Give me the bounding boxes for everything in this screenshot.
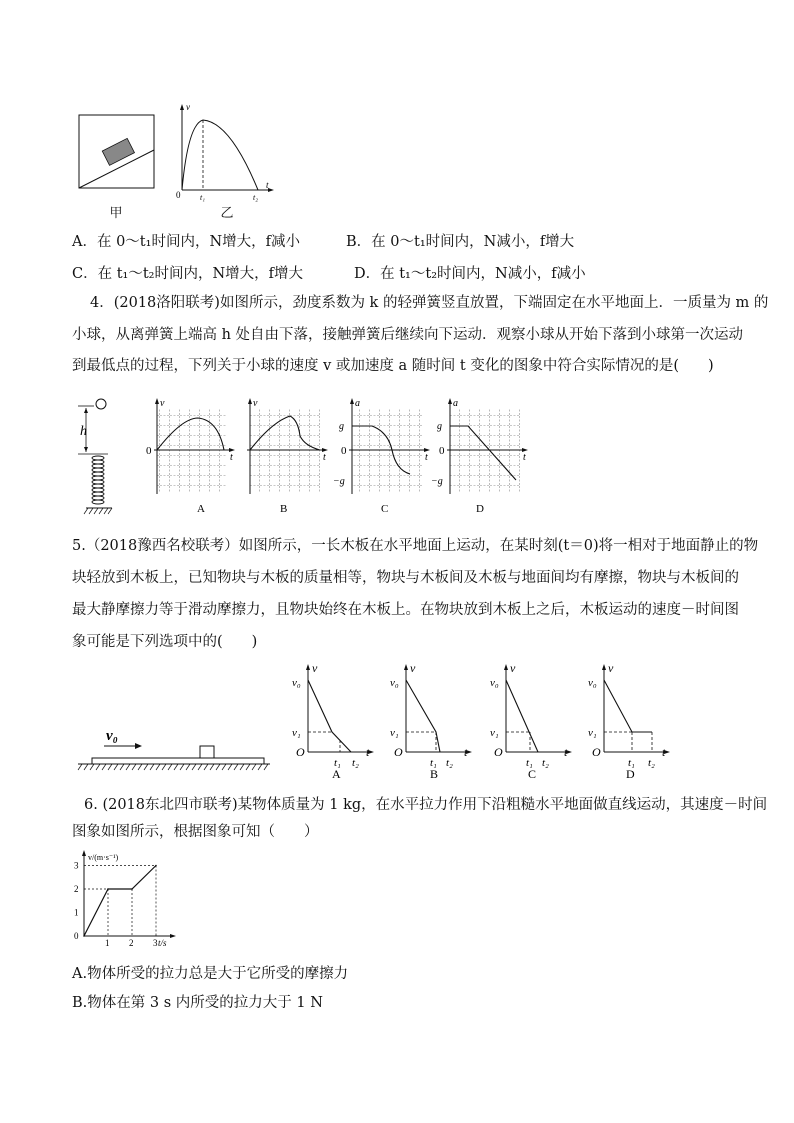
q5-graph-a bbox=[292, 661, 374, 780]
small-block bbox=[200, 746, 214, 758]
svg-text:t₂: t₂ bbox=[542, 757, 549, 769]
svg-text:−g: −g bbox=[333, 476, 345, 487]
q4-label-d: D bbox=[476, 503, 484, 515]
q4-graph-c bbox=[333, 398, 430, 515]
svg-text:g: g bbox=[339, 421, 344, 432]
q4-graph-a bbox=[146, 398, 235, 515]
q4-graphs bbox=[140, 396, 540, 520]
svg-text:t₁: t₁ bbox=[430, 757, 437, 769]
svg-text:O: O bbox=[394, 745, 403, 759]
svg-text:t: t bbox=[230, 452, 233, 463]
q6-data-point bbox=[107, 888, 109, 890]
q5-graph-c bbox=[490, 661, 572, 780]
svg-text:t₂: t₂ bbox=[446, 757, 453, 769]
q6-y-tick: 0 bbox=[74, 931, 79, 941]
q4-graph-d bbox=[431, 398, 528, 515]
svg-text:t: t bbox=[323, 452, 326, 463]
svg-text:t: t bbox=[564, 745, 568, 759]
q6-chart bbox=[70, 848, 190, 948]
q6-data-point bbox=[83, 935, 85, 937]
svg-text:O: O bbox=[494, 745, 503, 759]
svg-text:v: v bbox=[608, 661, 614, 675]
fig-origin: 0 bbox=[176, 190, 181, 200]
svg-text:t₂: t₂ bbox=[648, 757, 655, 769]
q4-line-3: 到最低点的过程，下列关于小球的速度 v 或加速度 a 随时间 t 变化的图象中符合实际情况的是( ) bbox=[72, 358, 714, 374]
svg-text:t: t bbox=[662, 745, 666, 759]
spring-figure bbox=[74, 396, 120, 520]
q6-option-a: A.物体所受的拉力总是大于它所受的摩擦力 bbox=[72, 966, 349, 982]
svg-text:0: 0 bbox=[341, 445, 347, 457]
q4-line-2: 小球，从离弹簧上端高 h 处自由下落，接触弹簧后继续向下运动．观察小球从开始下落到小球第一次运动 bbox=[72, 327, 744, 343]
q5-label-a: A bbox=[332, 767, 341, 780]
q3-option-c: C．在 t₁～t₂时间内，N增大，f增大 bbox=[72, 266, 304, 282]
q4-label-b: B bbox=[280, 503, 288, 515]
long-plank bbox=[92, 758, 264, 764]
svg-text:t₂: t₂ bbox=[352, 757, 359, 769]
velocity-curve bbox=[182, 120, 258, 190]
svg-text:v: v bbox=[510, 661, 516, 675]
q4-line-1: 4．(2018洛阳联考)如图所示，劲度系数为 k 的轻弹簧竖直放置，下端固定在水平地面上．一质量为 m 的 bbox=[90, 295, 769, 311]
svg-text:t₁: t₁ bbox=[628, 757, 635, 769]
q6-line-2: 图象如图所示，根据图象可知（ ） bbox=[72, 824, 319, 840]
svg-text:v₁: v₁ bbox=[292, 727, 301, 739]
q3-option-b: B．在 0～t₁时间内，N减小，f增大 bbox=[346, 234, 575, 250]
svg-text:t₁: t₁ bbox=[526, 757, 533, 769]
svg-text:t: t bbox=[523, 452, 526, 463]
h-label: h bbox=[80, 424, 87, 439]
q6-x-tick: 2 bbox=[129, 938, 134, 948]
q5-line-1: 5.（2018豫西名校联考）如图所示，一长木板在水平地面上运动，在某时刻(t＝0)将一相对于地面静止的物 bbox=[72, 538, 759, 554]
svg-text:v₀: v₀ bbox=[292, 677, 301, 689]
plank-ground-hatch bbox=[78, 764, 268, 770]
q3-option-d: D．在 t₁～t₂时间内，N减小，f减小 bbox=[354, 266, 586, 282]
svg-text:t: t bbox=[464, 745, 468, 759]
q5-line-b bbox=[406, 680, 440, 752]
q6-xlabel: t/s bbox=[158, 938, 167, 948]
fig-t1: t₁ bbox=[200, 193, 206, 202]
q5-line-a bbox=[308, 680, 351, 752]
q5-label-b: B bbox=[430, 767, 439, 780]
q4-graph-b bbox=[247, 398, 328, 515]
q6-option-b: B.物体在第 3 s 内所受的拉力大于 1 N bbox=[72, 995, 323, 1011]
q5-label-d: D bbox=[626, 767, 635, 780]
q6-data-point bbox=[155, 865, 157, 867]
svg-text:v: v bbox=[160, 398, 165, 409]
svg-text:a: a bbox=[453, 398, 458, 409]
q5-line-d bbox=[604, 680, 652, 732]
svg-text:v₀: v₀ bbox=[588, 677, 597, 689]
svg-text:0: 0 bbox=[439, 445, 445, 457]
q5-graphs bbox=[286, 660, 686, 780]
q6-y-tick: 1 bbox=[74, 907, 79, 918]
q5-label-c: C bbox=[528, 767, 537, 780]
svg-text:v: v bbox=[312, 661, 318, 675]
svg-text:0: 0 bbox=[146, 445, 152, 457]
caption-jia: 甲 bbox=[109, 206, 123, 221]
svg-text:v₁: v₁ bbox=[390, 727, 399, 739]
q6-data-point bbox=[131, 888, 133, 890]
plank-figure bbox=[74, 720, 274, 780]
q5-line-4: 象可能是下列选项中的( ) bbox=[72, 634, 258, 650]
ground-hatch bbox=[84, 508, 112, 514]
svg-text:v: v bbox=[410, 661, 416, 675]
svg-text:O: O bbox=[296, 745, 305, 759]
q5-graph-b bbox=[390, 661, 472, 780]
q6-series-line bbox=[84, 866, 156, 937]
svg-text:−g: −g bbox=[431, 476, 443, 487]
top-figure bbox=[70, 98, 300, 218]
svg-text:t: t bbox=[366, 745, 370, 759]
fig-t-label: t bbox=[266, 180, 269, 190]
q6-line-1: 6. (2018东北四市联考)某物体质量为 1 kg，在水平拉力作用下沿粗糙水平地面做直线运动，其速度－时间 bbox=[84, 797, 768, 813]
fig-v-label: v bbox=[186, 102, 190, 112]
q5-graph-d bbox=[588, 661, 670, 780]
svg-text:v₁: v₁ bbox=[490, 727, 499, 739]
q5-line-c bbox=[506, 680, 538, 752]
svg-text:v: v bbox=[253, 398, 258, 409]
q6-x-tick: 3 bbox=[153, 938, 158, 948]
svg-text:O: O bbox=[592, 745, 601, 759]
svg-text:t₁: t₁ bbox=[334, 757, 341, 769]
q6-ylabel: v/(m·s⁻¹) bbox=[88, 853, 119, 862]
q5-line-3: 最大静摩擦力等于滑动摩擦力，且物块始终在木板上。在物块放到木板上之后，木板运动的速度－时间图 bbox=[72, 602, 739, 618]
q6-y-tick: 2 bbox=[74, 884, 79, 894]
block-on-incline bbox=[102, 138, 134, 165]
spring bbox=[92, 456, 104, 504]
q4-label-c: C bbox=[381, 503, 389, 515]
svg-text:g: g bbox=[437, 421, 442, 432]
svg-text:t: t bbox=[425, 452, 428, 463]
ball bbox=[96, 399, 106, 409]
svg-text:v₁: v₁ bbox=[588, 727, 597, 739]
q6-y-tick: 3 bbox=[74, 860, 79, 871]
caption-yi: 乙 bbox=[220, 206, 234, 221]
q3-option-a: A．在 0～t₁时间内，N增大，f减小 bbox=[72, 234, 300, 250]
v0-label: v₀ bbox=[106, 728, 118, 744]
svg-text:v₀: v₀ bbox=[390, 677, 399, 689]
q6-x-tick: 1 bbox=[105, 938, 110, 948]
svg-text:v₀: v₀ bbox=[490, 677, 499, 689]
q5-line-2: 块轻放到木板上，已知物块与木板的质量相等，物块与木板间及木板与地面间均有摩擦，物块与木板间的 bbox=[72, 570, 739, 586]
q4-label-a: A bbox=[197, 503, 205, 515]
svg-text:a: a bbox=[355, 398, 360, 409]
fig-t2: t₂ bbox=[253, 193, 259, 202]
